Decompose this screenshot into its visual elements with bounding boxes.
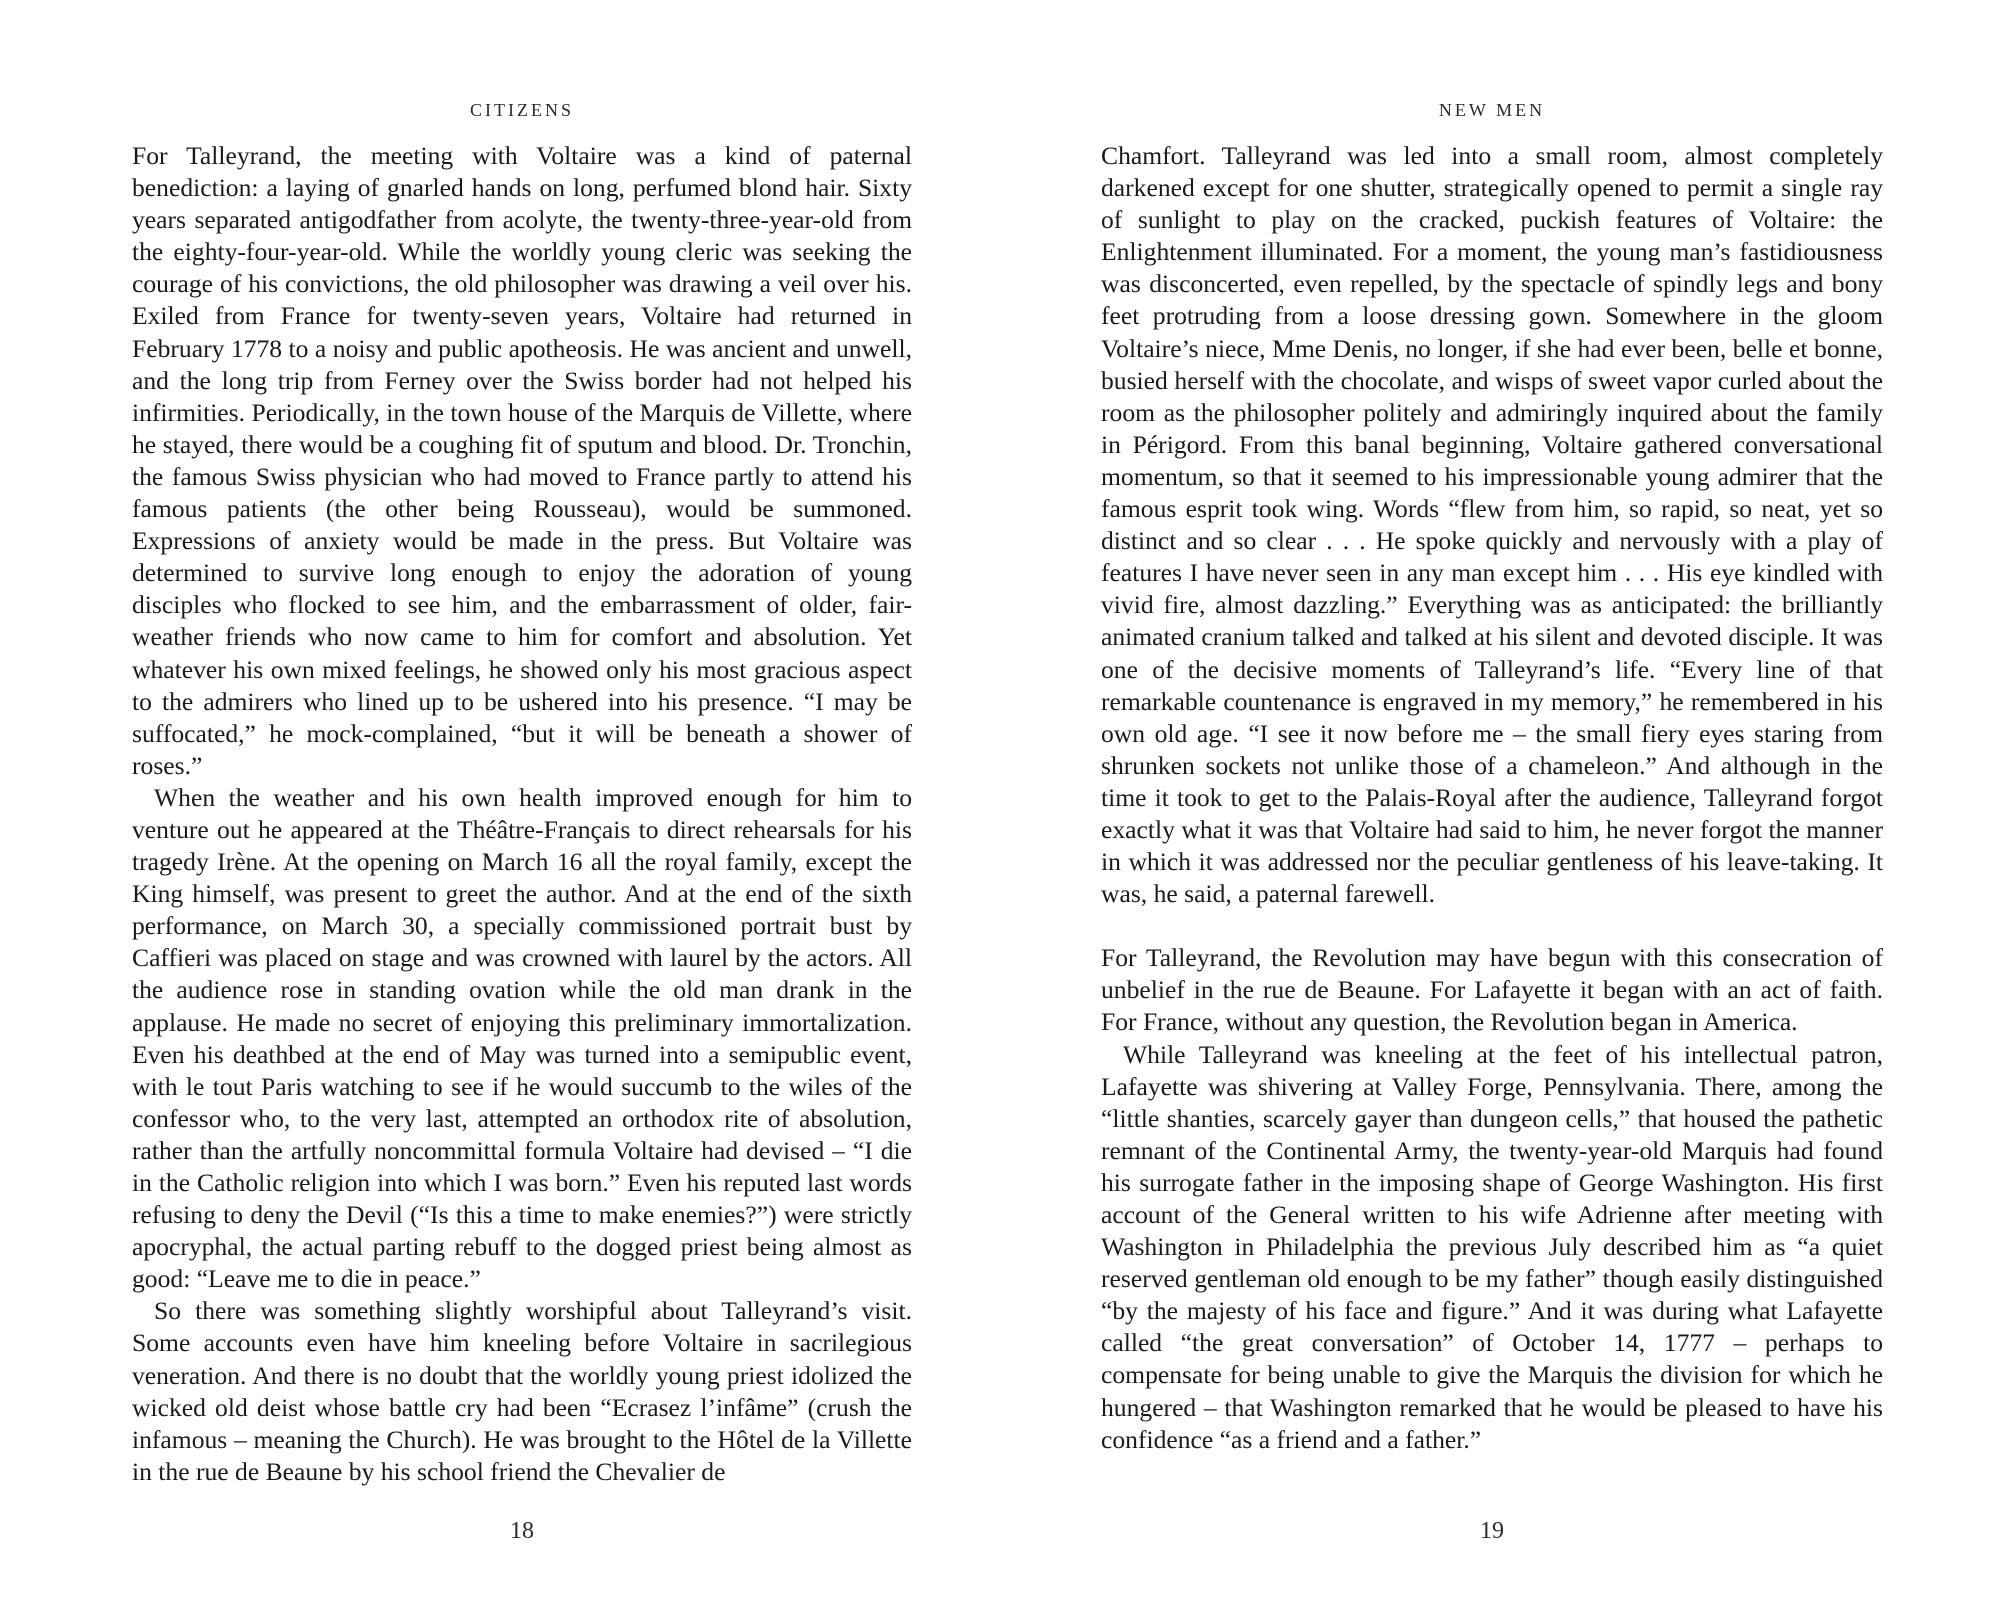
paragraph: For Talleyrand, the Revolution may have begun with this consecration of unbelief in the rue de Beaune. For Lafayette it began with an act of faith. For France, without any question, the Revolution began in America.	[1101, 943, 1883, 1037]
page-number-left: 18	[510, 1518, 534, 1544]
running-head-right: NEW MEN	[1438, 100, 1546, 120]
paragraph: When the weather and his own health improved enough for him to venture out he appeared at the Théâtre-Français to direct rehearsals for his tragedy Irène. At the opening on March 16 all the royal family, except the King himself, was present to greet the author. And at the end of the sixth performance, on March 30, a specially commissioned portrait bust by Caffieri was placed on stage and was crowned with laurel by the actors. All the audience rose in standing ovation while the old man drank in the applause. He made no secret of enjoying this preliminary immortalization. Even his deathbed at the end of May was turned into a semipublic event, with le tout Paris watching to see if he would succumb to the wiles of the confessor who, to the very last, attempted an orthodox rite of absolution, rather than the artfully noncommittal formula Voltaire had devised – “I die in the Catholic religion into which I was born.” Even his reputed last words refusing to deny the Devil (“Is this a time to make enemies?”) were strictly apocryphal, the actual parting rebuff to the dogged priest being almost as good: “Leave me to die in peace.”	[132, 782, 912, 1294]
text-block-left	[132, 140, 912, 1488]
paragraph: While Talleyrand was kneeling at the feet of his intellectual patron, Lafayette was shivering at Valley Forge, Pennsylvania. There, among the “little shanties, scarcely gayer than dungeon cells,” that housed the pathetic remnant of the Continental Army, the twenty-year-old Marquis had found his surrogate father in the imposing shape of George Washington. His first account of the General written to his wife Adrienne after meeting with Washington in Philadelphia the previous July described him as “a quiet reserved gentleman old enough to be my father” though easily distinguished “by the majesty of his face and figure.” And it was during what Lafayette called “the great conversation” of October 14, 1777 – perhaps to compensate for being unable to give the Marquis the division for which he hungered – that Washington remarked that he would be pleased to have his confidence “as a friend and a father.”	[1101, 1039, 1883, 1454]
left-page	[132, 0, 912, 1619]
paragraph: For Talleyrand, the meeting with Voltaire was a kind of paternal benediction: a laying of gnarled hands on long, perfumed blond hair. Sixty years separated antigodfather from acolyte, the twenty-three-year-old from the eighty-four-year-old. While the worldly young cleric was seeking the courage of his convictions, the old philosopher was drawing a veil over his. Exiled from France for twenty-seven years, Voltaire had returned in February 1778 to a noisy and public apotheosis. He was ancient and unwell, and the long trip from Ferney over the Swiss border had not helped his infirmities. Periodically, in the town house of the Marquis de Villette, where he stayed, there would be a coughing fit of sputum and blood. Dr. Tronchin, the famous Swiss physician who had moved to France partly to attend his famous patients (the other being Rousseau), would be summoned. Expressions of anxiety would be made in the press. But Voltaire was determined to survive long enough to enjoy the adoration of young disciples who flocked to see him, and the embarrassment of older, fair-weather friends who now came to him for comfort and absolution. Yet whatever his own mixed feelings, he showed only his most gracious aspect to the admirers who lined up to be ushered into his presence. “I may be suffocated,” he mock-complained, “but it will be beneath a shower of roses.”	[132, 141, 912, 780]
paragraph: Chamfort. Talleyrand was led into a small room, almost completely darkened except for one shutter, strategically opened to permit a single ray of sunlight to play on the cracked, puckish features of Voltaire: the Enlightenment illuminated. For a moment, the young man’s fastidiousness was disconcerted, even repelled, by the spectacle of spindly legs and bony feet protruding from a loose dressing gown. Somewhere in the gloom Voltaire’s niece, Mme Denis, no longer, if she had ever been, belle et bonne, busied herself with the chocolate, and wisps of sweet vapor curled about the room as the philosopher politely and admiringly inquired about the family in Périgord. From this banal beginning, Voltaire gathered conversational momentum, so that it seemed to his impressionable young admirer that the famous esprit took wing. Words “flew from him, so rapid, so neat, yet so distinct and so clear . . . He spoke quickly and nervously with a play of features I have never seen in any man except him . . . His eye kindled with vivid fire, almost dazzling.” Everything was as anticipated: the brilliantly animated cranium talked and talked at his silent and devoted disciple. It was one of the decisive moments of Talleyrand’s life. “Every line of that remarkable countenance is engraved in my memory,” he remembered in his own old age. “I see it now before me – the small fiery eyes staring from shrunken sockets not unlike those of a chameleon.” And although in the time it took to get to the Palais-Royal after the audience, Talleyrand forgot exactly what it was that Voltaire had said to him, he never forgot the manner in which it was addressed nor the peculiar gentleness of his leave-taking. It was, he said, a paternal farewell.	[1101, 141, 1883, 909]
page-number-right: 19	[1480, 1518, 1504, 1544]
right-page	[1101, 0, 1883, 1619]
text-block-right	[1101, 140, 1883, 1456]
running-head-left: CITIZENS	[470, 100, 574, 120]
paragraph: So there was something slightly worshipful about Talleyrand’s visit. Some accounts even have him kneeling before Voltaire in sacrilegious veneration. And there is no doubt that the worldly young priest idolized the wicked old deist whose battle cry had been “Ecrasez l’infâme” (crush the infamous – meaning the Church). He was brought to the Hôtel de la Villette in the rue de Beaune by his school friend the Chevalier de	[132, 1296, 912, 1486]
